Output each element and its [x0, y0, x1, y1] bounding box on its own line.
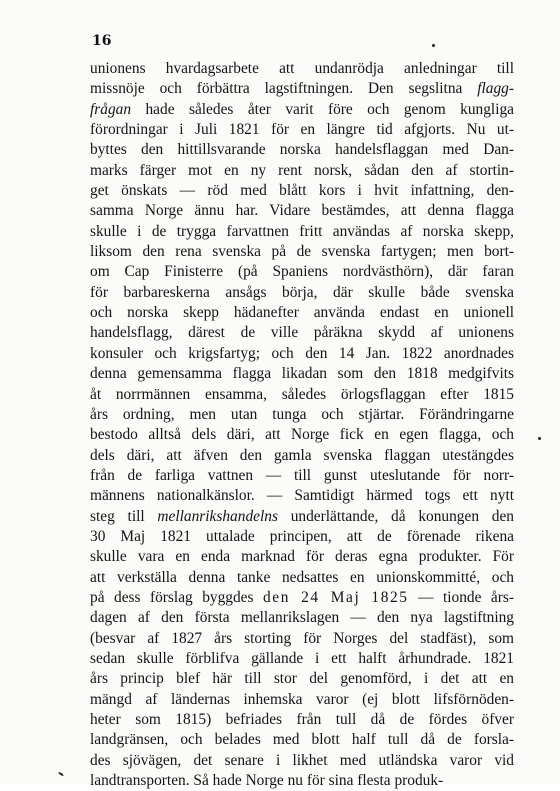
line-text: byttes den hittillsvarande norska handelsflaggan med Dan- [90, 141, 514, 159]
text-line [90, 466, 514, 486]
page-number: 16 [92, 33, 112, 49]
line-text: missnöje och förbättra lagstiftningen. Den segslitna [90, 80, 478, 98]
text-line [90, 608, 514, 628]
text-line [90, 690, 514, 710]
line-text: männens nationalkänslor. — Samtidigt härmed togs ett nytt [90, 487, 514, 505]
text-line [90, 527, 514, 547]
line-text: marks färger mot en ny rent norsk, sådan den af stortin- [90, 161, 514, 179]
text-line [90, 751, 514, 771]
text-line [90, 446, 514, 466]
text-line [90, 425, 514, 445]
line-text: dagen af den första mellanrikslagen — den nya lagstiftning [90, 609, 514, 627]
line-text: skulle vara en enda marknad för deras egna produkter. För [90, 548, 514, 566]
text-line [90, 405, 514, 425]
text-line [90, 649, 514, 669]
text-line [90, 710, 514, 730]
text-line [90, 79, 514, 99]
text-line [90, 344, 514, 364]
text-line [90, 262, 514, 282]
text-line [90, 120, 514, 140]
text-line [90, 730, 514, 750]
line-text: landtransporten. Så hade Norge nu för sina flesta produk- [90, 772, 444, 790]
text-line [90, 547, 514, 567]
text-line [90, 385, 514, 405]
text-line [90, 669, 514, 689]
line-text: om Cap Finisterre (på Spaniens nordvästhörn), där faran [90, 263, 514, 281]
italic-term: flagg- [477, 80, 514, 98]
italic-term: frågan [90, 100, 132, 118]
line-text: för barbareskerna ansågs börja, där skulle både svenska [90, 283, 514, 301]
margin-speck [58, 771, 64, 776]
line-text: (besvar af 1827 års storting för Norges del stadfäst), som [90, 629, 514, 647]
text-line [90, 283, 514, 303]
text-line [90, 364, 514, 384]
line-text: heter som 1815) befriades från tull då de fördes öfver [90, 711, 514, 728]
text-line [90, 161, 514, 181]
text-line [90, 181, 514, 201]
line-text: des sjövägen, det senare i likhet med utländska varor vid [90, 751, 514, 769]
text-line [90, 201, 514, 221]
line-text: hade således åter varit före och genom kungliga [131, 100, 514, 118]
text-line [90, 568, 514, 588]
line-text: att verkställa denna tanke nedsattes en unionskommitté, och [90, 568, 514, 586]
line-text: — tionde års- [408, 588, 514, 606]
line-text: skulle i de trygga farvattnen fritt användas af norska skepp, [90, 222, 514, 240]
line-text: steg till [90, 507, 158, 525]
text-line [90, 59, 514, 79]
line-text: 30 Maj 1821 uttalade principen, att de förenade rikena [90, 527, 514, 545]
line-text: års princip blef här till stor del genomförd, i det att en [90, 670, 514, 688]
text-line [90, 588, 514, 608]
body-text [90, 59, 514, 791]
italic-term: mellanrikshandelns [157, 507, 278, 525]
text-line [90, 486, 514, 506]
line-text: denna gemensamma flagga likadan som den 1818 medgifvits [90, 365, 514, 383]
line-text: förordningar i Juli 1821 för en längre tid afgjorts. Nu ut- [90, 121, 514, 139]
line-text: liksom den rena svenska på de svenska fartygen; men bort- [90, 243, 514, 261]
line-text: underlättande, då konungen den [277, 507, 514, 525]
line-text: get önskats — röd med blått kors i hvit infattning, den- [90, 182, 514, 200]
text-line [90, 629, 514, 649]
line-text: bestodo alltså dels däri, att Norge fick en egen flagga, och [90, 426, 514, 444]
line-text: handelsflagg, därest de ville påräkna skydd af unionens [90, 324, 514, 342]
text-line [90, 140, 514, 160]
margin-speck [538, 437, 541, 440]
text-line [90, 771, 514, 791]
line-text: konsuler och krigsfartyg; och den 14 Jan. 1822 anordnades [90, 344, 514, 362]
text-line [90, 303, 514, 323]
margin-speck [432, 44, 435, 47]
line-text: från de farliga vattnen — till gunst uteslutande för norr- [90, 466, 514, 484]
line-text: landgränsen, och belades med blott half tull då de forsla- [90, 731, 514, 749]
line-text: på dess förslag byggdes [90, 588, 263, 606]
line-text: mängd af ländernas inhemska varor (ej blott lifsförnöden- [90, 690, 514, 708]
line-text: dels däri, att äfven den gamla svenska flaggan utestängdes [90, 446, 514, 464]
spaced-date: den 24 Maj 1825 [262, 588, 409, 606]
text-line [90, 323, 514, 343]
line-text: samma Norge ännu har. Vidare bestämdes, att denna flagga [90, 202, 514, 220]
text-line [90, 100, 514, 120]
line-text: och norska skepp hädanefter använda endast en unionell [90, 304, 514, 322]
line-text: unionens hvardagsarbete att undanrödja anledningar till [90, 60, 514, 77]
line-text: sedan skulle förblifva gällande i ett halft århundrade. 1821 [90, 649, 514, 667]
line-text: åt norrmännen ensamma, således örlogsflaggan efter 1815 [90, 385, 514, 403]
text-line [90, 242, 514, 262]
text-line [90, 222, 514, 242]
line-text: års ordning, men utan tunga och stjärtar. Förändringarne [90, 405, 514, 423]
text-line [90, 507, 514, 527]
